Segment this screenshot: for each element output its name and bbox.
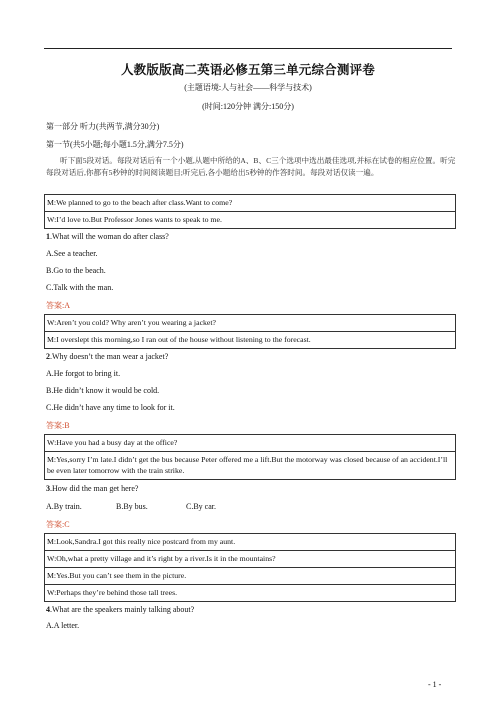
document-subtitle: (主题语境:人与社会——科学与技术) bbox=[184, 83, 312, 92]
question-text: .What will the woman do after class? bbox=[50, 232, 169, 241]
top-rule bbox=[44, 48, 452, 49]
dialogue-line: W:I’d love to.But Professor Jones wants to speak to me. bbox=[45, 211, 455, 228]
question-2 bbox=[46, 352, 168, 361]
document-title: 人教版版高二英语必修五第三单元综合测评卷 bbox=[120, 62, 375, 77]
answer-2: 答案:B bbox=[46, 421, 70, 430]
option: C.He didn’t have any time to look for it. bbox=[46, 403, 175, 412]
option: B.He didn’t know it would be cold. bbox=[46, 386, 160, 395]
option: A.See a teacher. bbox=[46, 249, 98, 258]
question-text: .Why doesn’t the man wear a jacket? bbox=[50, 352, 169, 361]
options-row bbox=[46, 502, 216, 511]
option: C.Talk with the man. bbox=[46, 283, 114, 292]
dialogue-line: W:Perhaps they’re behind those tall trees. bbox=[45, 584, 455, 601]
option: A.By train. bbox=[46, 502, 82, 511]
instructions: 听下面5段对话。每段对话后有一个小题,从题中所给的A、B、C三个选项中选出最佳选项,并标在试卷的相应位置。听完每段对话后,你都有5秒钟的时间阅读题目;听完后,各小题给出5秒钟的作答时间。每段对话仅读一遍。 bbox=[46, 156, 456, 177]
dialogue-line: M:Yes,sorry I’m late.I didn’t get the bus because Peter offered me a lift.But the motorway was closed because of an accident.I’ll be even later tomorrow with the train strike. bbox=[45, 451, 455, 479]
question-1 bbox=[46, 232, 169, 241]
dialogue-line: M:We planned to go to the beach after class.Want to come? bbox=[47, 198, 233, 207]
question-number: 1 bbox=[46, 232, 50, 241]
question-text: .How did the man get here? bbox=[50, 484, 139, 493]
option: A.A letter. bbox=[46, 621, 80, 630]
dialogue-line: M:Yes.But you can’t see them in the picture. bbox=[45, 567, 455, 584]
part1-heading: 第一部分 听力(共两节,满分30分) bbox=[46, 122, 160, 131]
dialogue-box-2 bbox=[44, 314, 456, 349]
section1-heading: 第一节(共5小题;每小题1.5分,满分7.5分) bbox=[46, 140, 184, 149]
question-4 bbox=[46, 605, 194, 614]
dialogue-box-4 bbox=[44, 533, 456, 602]
answer-3: 答案:C bbox=[46, 520, 70, 529]
dialogue-box-3 bbox=[44, 434, 456, 480]
dialogue-line: M:I overslept this morning,so I ran out of the house without listening to the forecast. bbox=[45, 331, 455, 348]
dialogue-line: W:Have you had a busy day at the office? bbox=[47, 438, 178, 447]
page-number: - 1 - bbox=[428, 680, 442, 689]
question-number: 2 bbox=[46, 352, 50, 361]
option: B.By bus. bbox=[116, 502, 148, 511]
question-number: 3 bbox=[46, 484, 50, 493]
dialogue-box-1 bbox=[44, 194, 456, 229]
question-3 bbox=[46, 484, 138, 493]
option: A.He forgot to bring it. bbox=[46, 369, 121, 378]
question-text: .What are the speakers mainly talking about? bbox=[50, 605, 195, 614]
option: B.Go to the beach. bbox=[46, 266, 106, 275]
dialogue-line: W:Aren’t you cold? Why aren’t you wearing a jacket? bbox=[47, 318, 217, 327]
question-number: 4 bbox=[46, 605, 50, 614]
time-info: (时间:120分钟 满分:150分) bbox=[202, 102, 294, 111]
dialogue-line: M:Look,Sandra.I got this really nice postcard from my aunt. bbox=[47, 537, 236, 546]
option: C.By car. bbox=[186, 502, 216, 511]
answer-1: 答案:A bbox=[46, 301, 70, 310]
dialogue-line: W:Oh,what a pretty village and it’s right by a river.Is it in the mountains? bbox=[45, 550, 455, 567]
